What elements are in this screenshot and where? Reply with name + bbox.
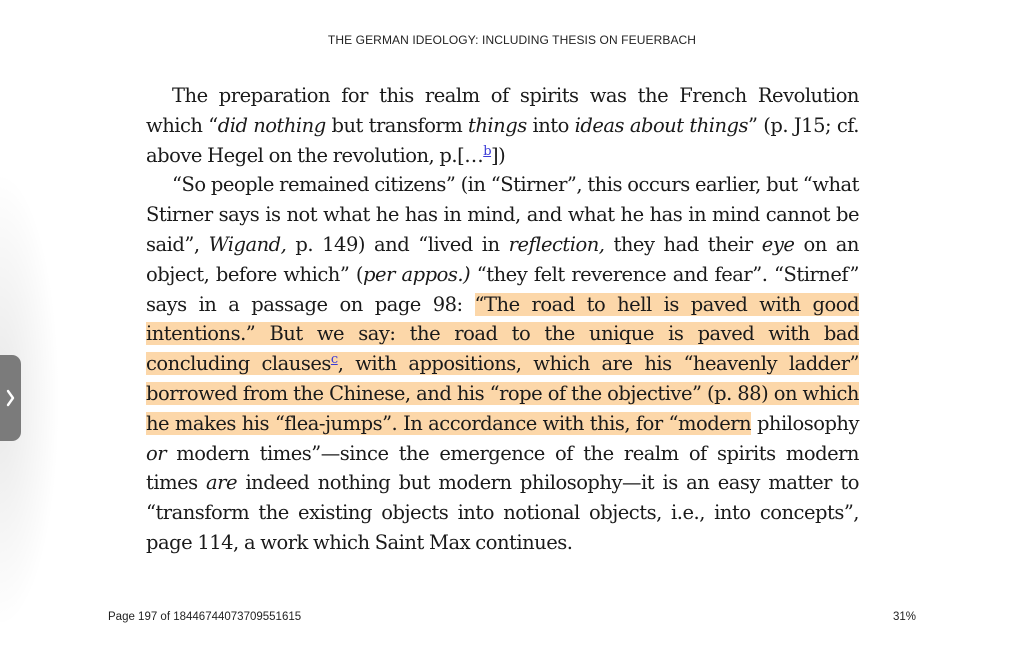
text-run: modern times”—since the emergence of the realm of spirits modern times <box>146 441 859 495</box>
highlight-text: , with appositions, which are his “heavenly ladder” borrowed from the Chinese, and his “rope of the objective” (p. 88) on which he makes his “flea-jumps”. In accordance with this, for “modern <box>146 352 859 435</box>
text-run: ]) <box>491 143 506 167</box>
text-run: but transform <box>325 113 469 137</box>
italic-run: eye <box>761 232 795 256</box>
italic-run: Wigand, <box>208 232 287 256</box>
paragraph-2 <box>146 170 859 557</box>
text-run: on an object, before which” ( <box>146 232 859 286</box>
paragraph-1 <box>146 81 859 170</box>
previous-page-tab[interactable] <box>0 355 21 441</box>
text-run: ” (p. J15; cf. above Hegel on the revolution, p.[… <box>146 113 859 167</box>
text-run: indeed nothing but modern philosophy—it is an easy matter to “transform the existing objects into notional objects, i.e., into concepts”, page 114, a work which Saint Max continues. <box>146 471 859 554</box>
page-indicator: Page 197 of 18446744073709551615 <box>108 611 302 623</box>
italic-run: per appos.) <box>363 262 471 286</box>
italic-run: ideas about things <box>574 113 749 137</box>
text-run: p. 149) and “lived in <box>286 232 509 256</box>
highlight-text: “The road to hell is paved with good intentions.” But we say: the road to the unique is paved with bad concluding clauses <box>146 292 859 376</box>
chevron-right-icon <box>2 384 19 412</box>
italic-run: or <box>146 441 167 465</box>
text-run: The preparation for this realm of spirits was the French Revolution which “ <box>146 84 859 137</box>
text-run: they had their <box>604 232 762 256</box>
text-run: into <box>526 113 575 137</box>
page-body <box>146 81 859 558</box>
text-run: “So people remained citizens” (in “Stirner”, this occurs earlier, but “what Stirner says is not what he has in mind, and what he has in mind cannot be said”, <box>146 173 859 256</box>
italic-run: reflection, <box>508 232 605 256</box>
text-run: philosophy <box>751 411 860 435</box>
footnote-link-c[interactable]: c <box>330 352 338 368</box>
footnote-link-b[interactable]: b <box>483 143 492 159</box>
italic-run: are <box>206 471 238 495</box>
italic-run: things <box>468 113 527 137</box>
running-header: THE GERMAN IDEOLOGY: INCLUDING THESIS ON FEUERBACH <box>327 33 697 47</box>
reading-progress: 31% <box>892 611 916 623</box>
text-run: “they felt reverence and fear”. “Stirnef” says in a passage on page 98: <box>146 262 859 316</box>
italic-run: did nothing <box>217 113 326 137</box>
